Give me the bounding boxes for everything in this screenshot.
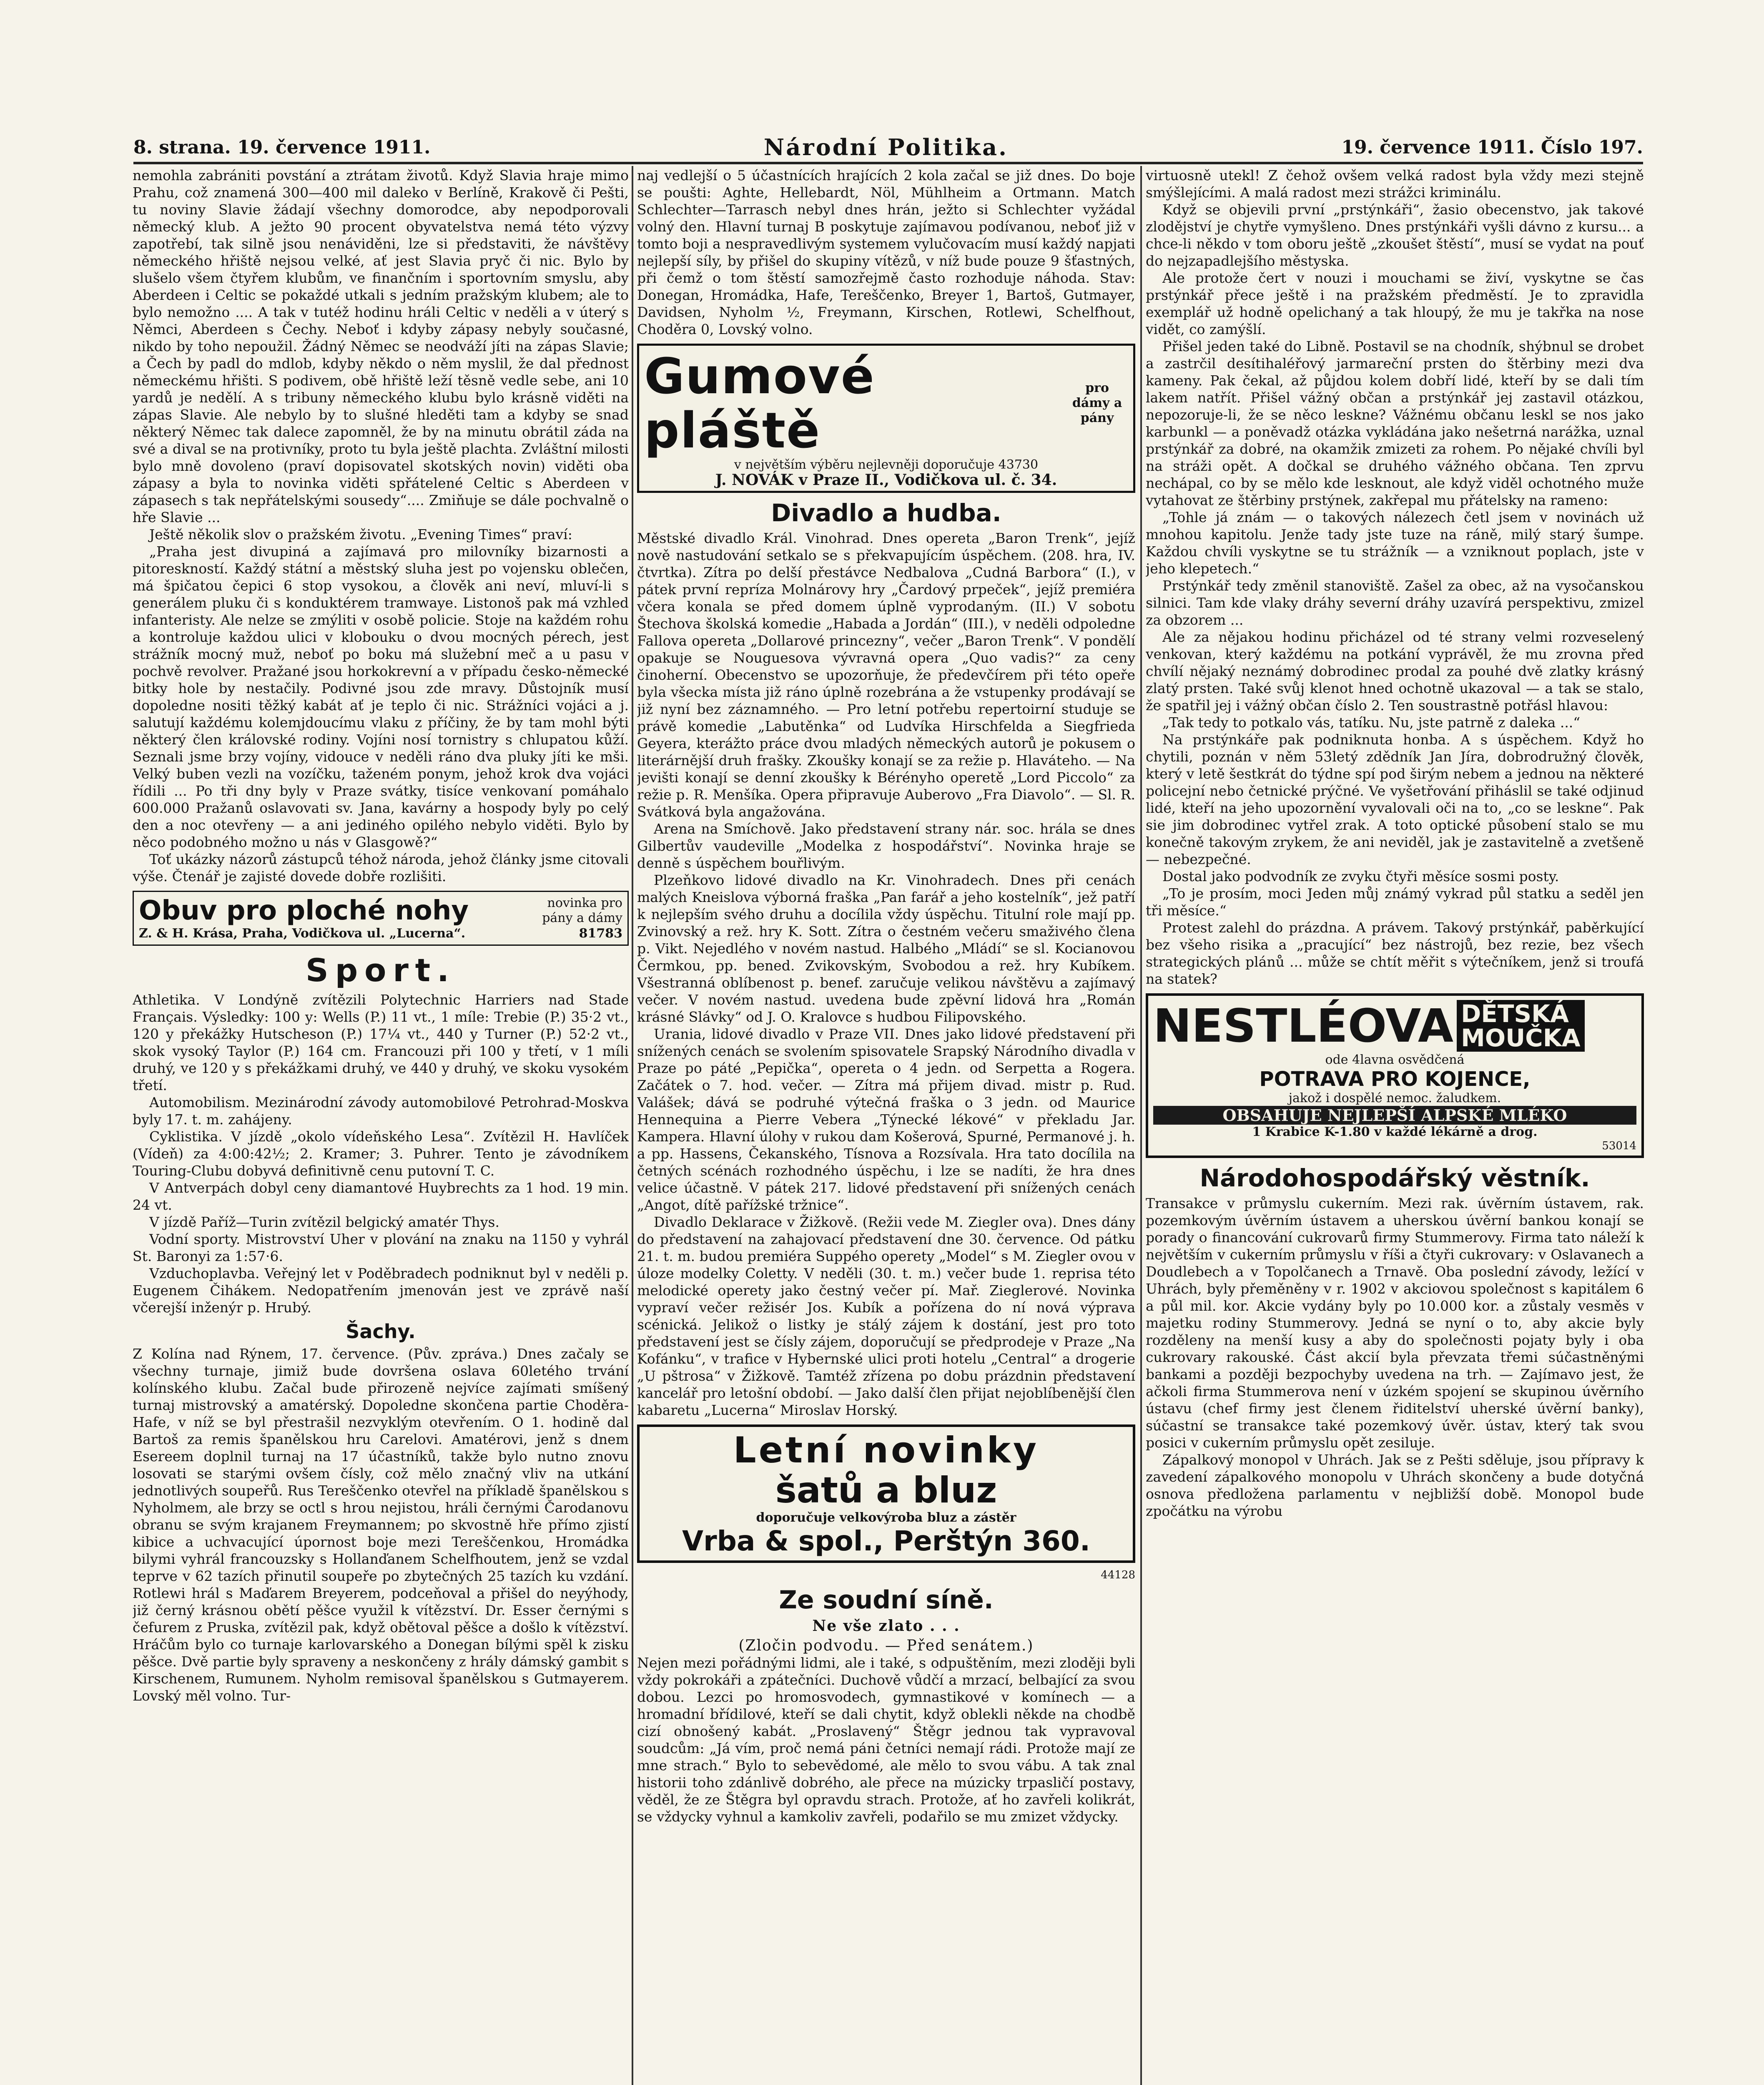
raincoat-ad-headline: Gumové pláště [644,347,875,459]
nestle-line5: 1 Krabice K-1.80 v každé lékárně a drog. [1252,1125,1538,1139]
football-text: Ještě několik slov o pražském životu. „Evening Times“ praví: [149,526,572,543]
theatre-text: Urania, lidové divadlo v Praze VII. Dnes jako lidové představení při snížených cenách se svolením spisovatele Srapský Národního divadla v Praze po páté „Pepička“, opereta o 4 jedn. od Serpetta a Rogera. Začátek o 7. hod. večer. — Zítra má přijem divad. mistr p. Rud. Valášek; dává se podruhé výtečná fraška o 3 jedn. od Maurice Hennequina a Pierre Vebera „Týnecké lékové“ v překladu Jar. Kampera. Hlavní úlohy v rukou dam Košerová, Spurné, Permanové j. h. a pp. Hassens, Čekanského, Tísnova a Rozsívala. Hra tato docílila na četných scénách rozhodného úspěchu, i lze se nadíti, že hra dnes velice účastně. V pátek 217. lidové představení při snížených cenách „Angot, dítě pařížské tržnice“. [637,1026,1135,1213]
nestle-line4: OBSAHUJE NEJLEPŠÍ ALPSKÉ MLÉKO [1153,1106,1636,1125]
court-continued: Ale za nějakou hodinu přicházel od té strany velmi rozveselený venkovan, který každému na potkání vyprávěl, že mu zrovna před chvílí nějaký neznámý dobrodinec prodal za pouhé dvě zlatky krásný zlatý prsten. Také svůj klenot hned ochotně ukazoval — a tak se stalo, že spatřil jej i vážný občan číslo 2. Ten soustrastně potřásl hlavou: [1146,629,1644,713]
header-left: 8. strana. 19. července 1911. [133,136,431,158]
court-continued: Protest zalehl do prázdna. A právem. Takový prstýnkář, paběrkující bez všeho risika a „pracující“ bez nástrojů, bez rezie, bez všech strategických plánů ... může se chtít měřit s výtečníkem, jenž si troufá na statek? [1146,919,1644,987]
nestle-line3: jakož i dospělé nemoc. žaludkem. [1288,1091,1501,1105]
sport-text: Athletika. V Londýně zvítězili Polytechnic Harriers nad Stade Français. Výsledky: 100 y: Wells (P.) 11 vt., 1 míle: Trebie (P.) 35·2 vt., 120 y překážky Hutscheson (P.) 17¼ vt., 440 y Turner (P.) 52·2 vt., skok vysoký Taylor (P.) 164 cm. Francouzi při 100 y třetí, v 1 míli druhý, ve 120 y s překážkami druhý, ve 440 y druhý, ve skoku vysokém třetí. [133,992,629,1093]
theatre-text: Městské divadlo Král. Vinohrad. Dnes opereta „Baron Trenk“, jejíž nově nastudování setkalo se s překvapujícím úspěchem. (208. hra, IV. čtvrtka). Zítra po delší přestávce Nedbalova „Cudná Barbora“ (I.), v pátek první repríza Molnárovy hry „Čardový prpeček“, jejíž premiéra včera konala se před domem úplně vyprodaným. (II.) V sobotu Štechova školská komedie „Habada a Jordán“ (III.), v neděli odpoledne Fallova opereta „Dollarové princezny“, večer „Baron Trenk“. V pondělí opakuje se Nouguesova vývravná opera „Quo vadis?“ za ceny činoherní. Obecenstvo se upozorňuje, že předevčírem při této opeře byla všecka místa již ráno úplně rozebrána a že vstupenky prodávají se již nyní bez záznamného. — Pro letní potřebu repertoirní studuje se právě komedie „Labutěnka“ od Ludvíka Hirschfelda a Siegfrieda Geyera, kterážto práce dvou mladých německých autorů je pokusem o literárnější druh frašky. Zkoušky konají se za režie p. Hlaváteho. — Na jevišti konají se denní zkoušky k Bérényho operetě „Lord Piccolo“ za režie p. R. Menšíka. Opera připravuje Auberovo „Fra Diavolo“. — Sl. R. Svátková byla angažována. [637,530,1135,820]
masthead: Národní Politika. [763,134,1008,161]
fashion-ad-headline1: Letní novinky [733,1429,1039,1471]
raincoat-advert [637,344,1135,493]
chess-heading: Šachy. [346,1320,416,1343]
chess-continued: naj vedlejší o 5 účastnících hrajících 2 kola začal se již dnes. Do boje se poušti: Aghte, Hellebardt, Nöl, Mühlheim a Ortmann. Match Schlechter—Tarrasch nebyl dnes hrán, ježto si Schlechter vyžádal volný den. Hlavní turnaj B poskytuje zajímavou podívanou, neboť již v tomto boji a nespravedlivým systemem vylučovacím musí každý napjati nejlepší síly, by přišel do skupiny vítězů, v níž bude pouze 9 šťastných, při čemž o tom štěstí samozřejmě často rozhoduje náhoda. Stav: Donegan, Hromádka, Hafe, Tereščenko, Breyer 1, Bartoš, Gutmayer, Davidsen, Nyholm ½, Freymann, Kirschen, Rotlewi, Schelfhout, Choděra 0, Lovský volno. [637,167,1135,337]
raincoat-ad-aside: pro dámy a pány [1072,381,1122,425]
chess-text: Z Kolína nad Rýnem, 17. července. (Pův. zpráva.) Dnes začaly se všechny turnaje, jimiž bude dovršena oslava 60letého trvání kolínského klubu. Začal bude přirozeně nejvíce zajímati smíšený turnaj mistrovský a amatérský. Dopoledne skončena partie Choděra-Hafe, v níž se byl přestrašil nezvyklým otevřením. O 1. hodině dal Bartoš za remis španělskou hru Carelovi. Amatérovi, jenž s dnem Esereem doplnil turnaj na 17 účastníků, takže bylo nutno znovu losovati se starými ovšem čísly, což mělo značný vliv na utkání jednotlivých soupeřů. Rus Tereščenko otevřel na příkladě španělskou s Nyholmem, ale brzy se octl s hrou nejistou, hráli černými Čarodanovu obranu se svým krajanem Freymannem; po skvostně hře přímo zjistí kibice a uchvacující úpornost boje mezi Tereščenkou, Hromádka bilymi vyhrál francouzsky s Hollanďanem Schelfhoutem, jenž se vzdal teprve v 62 tazích přinutil soupeře po zbytečných 25 tazích ku vzdání. Rotlewi hrál s Maďarem Breyerem, podceňoval a přišel do neyýhody, již černý krásnou obětí pěšce využil k vítězství. Dr. Esser černými s čefurem z Pruska, zvítězil pak, když obětoval pěšce a došlo k vítězství. Hráčům bylo co turnaje karlovarského a Donegan bílými spěl k zisku pěšce. Dvě partie byly spraveny a neskončeny z hrály dámský gambit s Kirschenem, Rumunem. Nyholm remisoval španělskou s Gutmayerem. Lovský měl volno. Tur- [133,1346,629,1704]
nestle-advert [1146,993,1644,1158]
court-continued: „To je prosím, moci Jeden můj známý vykrad půl statku a seděl jen tři měsíce.“ [1146,885,1644,919]
fashion-ad-address: Vrba & spol., Perštýn 360. [682,1525,1090,1557]
court-continued: Ale protože čert v nouzi i mouchami se živí, vyskytne se čas prstýnkář přece ještě i na pražském předměstí. Je to zpravidla exemplář už hodně opelichaný a tak hloupý, že mu je takřka na nose vidět, co zamýšlí. [1146,270,1644,337]
shoe-ad-code: 81783 [579,926,622,941]
sport-heading: Sport. [305,952,456,989]
column-rule [632,166,633,2085]
column-2 [637,167,1135,2085]
theatre-text: Divadlo Deklarace v Žižkově. (Režii vede M. Ziegler ova). Dnes dány do představení na zahajovací představení dne 30. července. Od pátku 21. t. m. budou premiéra Suppého operety „Model“ s M. Ziegler ovou v úloze modelky Coletty. V neděli (30. t. m.) večer bude 1. reprisa této melodické operety jako čestný večer pí. Mař. Zieglerové. Novinka vypraví večer režisér Jos. Kubík a pořízena do ní nová výprava scénická. Jelikož o listky je stálý zájem k dostání, jest pro toto představení jest se čísly zájem, doporučují se předprodeje v Praze „Na Kofánku“, v trafice v Hybernské ulici proti hotelu „Central“ a drogerie „U pštrosa“ v Žižkově. Tamtéž zřízena po dobu prázdnin představení kancelář pro letošní období. — Jako další člen přijat nejoblíbenější člen kabaretu „Lucerna“ Miroslav Horský. [637,1214,1135,1418]
economy-heading: Národohospodářský věstník. [1199,1164,1590,1192]
court-subtitle: Ne vše zlato . . . [812,1617,960,1635]
column-3 [1146,167,1644,2085]
sport-text: Vodní sporty. Mistrovství Uher v plování na znaku na 1150 y vyhrál St. Baronyi za 1:57·6. [133,1231,629,1264]
economy-text: Zápalkový monopol v Uhrách. Jak se z Pešti sděluje, jsou přípravy k zavedení zápalkového monopolu v Uhrách skončeny a bude dotyčná osnova předložena parlamentu v nejbližší době. Monopol bude zpočátku na výrobu [1146,1452,1644,1519]
football-text: Toť ukázky názorů zástupců téhož národa, jehož články jsme citovali výše. Čtenář je zajisté dovede dobře rozlišiti. [133,851,629,884]
raincoat-ad-line: v největším výběru nejlevněji doporučuje 43730 [734,457,1039,472]
summer-fashion-advert [637,1424,1135,1563]
column-rule [1140,166,1142,2085]
fashion-ad-headline2: šatů a bluz [775,1470,997,1511]
economy-text: Transakce v průmyslu cukerním. Mezi rak. úvěrním ústavem, rak. pozemkovým úvěrním ústavem a uherskou úvěrní bankou konají se porady o financování cukrovarů firmy Stummerovy. Firma tato náleží k největším v cukerním průmyslu v říši a čtyři cukrovary: v Oslavanech a Doudlebech a v Topolčanech a Trnavě. Oba poslední závody, ležící v Uhrách, byly přeměněny v r. 1902 v akciovou společnost s kapitálem 6 a půl mil. kor. Akcie vydány byly po 10.000 kor. a zůstaly vesměs v majetku rodiny Stummerovy. Jedná se nyní o to, aby akcie byly rozděleny na menší kusy a aby do společnosti pojaty byly i oba cukrovary rakouské. Část akcií byla převzata třemi súčastněnými bankami a později bezpochyby uvedena na trh. — Zajímavo jest, že ačkoli firma Stummerova není v úzkém spojení se skupinou úvěrního ústavu (chef firmy jest členem řiditelství uherské úvěrní banky), súčastní se transakce také pozemkový úvěr. ústav, který tak svou posici v cukerním průmyslu opět zesiluje. [1146,1195,1644,1451]
court-continued: Dostal jako podvodník ze zvyku čtyři měsíce sosmi posty. [1162,868,1559,884]
column-1 [133,167,629,2085]
court-continued: „Tohle já znám — o takových nálezech četl jsem v novinách už mnohou kapitolu. Jenže tady jste tuze na ráně, milý starý šumpe. Každou chvíli vyskytne se tu strážník — a vzniknout poplach, jste v jeho klepetech.“ [1146,509,1644,577]
sport-text: Vzduchoplavba. Veřejný let v Poděbradech podniknut byl v neděli p. Eugenem Čihákem. Nedopatřením jmenován jest ve zprávě naší včerejší inženýr p. Hrubý. [133,1265,629,1316]
theatre-heading: Divadlo a hudba. [771,499,1001,527]
shoe-ad-headline: Obuv pro ploché nohy [139,895,469,926]
fashion-ad-code: 44128 [1101,1569,1135,1581]
page-header [133,133,1643,164]
court-continued: Na prstýnkáře pak podniknuta honba. A s úspěchem. Když ho chytili, poznán v něm 53letý zdědník Jan Jíra, dobrodružný člověk, který v letě šestkrát do týdne spí pod širým nebem a jednou na některé policejní nebo četnické prýčné. Ve vyšetřování přiháslil se také odjinud lidé, kteří na jeho upozornění vyvalovali oči na to, „co se leskne“. Pak sie jim dobrodinec vytřel zrak. A toto optické působení stalo se mu konečně takovým zrykem, že ani neviděl, jak je zastavitelně a zvetšeně — nebezpečné. [1146,731,1644,867]
nestle-brand: NESTLÉOVA [1153,999,1454,1053]
court-continued: Když se objevili první „prstýnkáři“, žasio obecenstvo, jak takové zlodějství je chytře vymyšleno. Dnes prstýnkáři vyšli dávno z kursu... a chce-li někdo v tom oboru ještě „zkoušet štěstí“, musí se vydat na pouť do nejzapadlejšího městyska. [1146,201,1644,269]
header-right: 19. července 1911. Číslo 197. [1341,136,1643,158]
nestle-line2: POTRAVA PRO KOJENCE, [1259,1068,1531,1091]
fashion-ad-line: doporučuje velkovýroba bluz a zástěr [756,1510,1016,1525]
sport-text: Cyklistika. V jízdě „okolo vídeňského Lesa“. Zvítězil H. Havlíček (Vídeň) za 4:00:42½; 2. Kramer; 3. Puhrer. Tento je závodníkem Touring-Clubu dobyvá definitivně cenu putovní T. C. [133,1128,629,1179]
football-text: nemohla zabrániti povstání a ztrátam životů. Když Slavia hraje mimo Prahu, což znamená 300—400 mil daleko v Berlíně, Krakově či Pešti, tu noviny Slavie žádají všechny domorodce, aby nepodporovali německý klub. A ježto 90 procent obyvatelstva nemá této výzvy zapotřebí, tak silně jsou nenáviděni, lze si představiti, že návštěvy německého hřiště nejsou velké, ať jest Slavia pryč či nic. Bylo by slušelo všem čtyřem klubům, ve finančním i sportovním smyslu, aby Aberdeen i Celtic se pokaždé utkali s jedním pražským klubem; ale to bylo nemožno .... A tak v tutéž hodinu hráli Celtic v neděli a v úterý s Němci, Aberdeen s Čechy. Neboť i kdyby zápasy nebyly současné, nikdo by toho nepoužil. Žádný Němec se neodváží jíti na zápas Slavie; a Čech by padl do mdlob, kdyby někdo o něm myslil, že dal přednost německému hřišti. S podivem, obě hřiště leží těsně vedle sebe, ani 10 yardů je nedělí. A s tribuny německého klubu bylo krásně viděti na zápas Slavie. Ale nebylo by to slušné hleděti tam a kdyby se snad některý Němec tak dalece zapomněl, že by na minutu obrátil záda na své a dival se na protivníky, proto tu byla ještě plachta. Zvláštní milosti bylo mně dovoleno (praví dopisovatel skotských novin) viděti oba zápasy a byla to novinka viděti spřátelené Celtic s Aberdeen v zápasech s tak nepřátelskými sousedy“.... Zmiňuje se dále pochvalně o hře Slavie ... [133,167,629,525]
court-continued: virtuosně utekl! Z čehož ovšem velká radost byla vždy mezi stejně smýšlejícími. A malá radost mezi strážci kriminálu. [1146,167,1644,201]
shoe-ad-address: Z. & H. Krása, Praha, Vodičkova ul. „Lucerna“. [139,926,466,941]
nestle-line1: ode 4lavna osvědčená [1325,1053,1465,1067]
sport-text: V Antverpách dobyl ceny diamantové Huybrechts za 1 hod. 19 min. 24 vt. [133,1180,629,1213]
court-continued: „Tak tedy to potkalo vás, tatíku. Nu, jste patrně z daleka ...“ [1162,714,1581,731]
raincoat-ad-address: J. NOVÁK v Praze II., Vodičkova ul. č. 34. [715,471,1057,489]
nestle-code: 53014 [1602,1140,1636,1152]
court-continued: Prstýnkář tedy změnil stanoviště. Zašel za obec, až na vysočanskou silnici. Tam kde vlaky dráhy severní dráhy uzavírá perspektivu, zmizel za obzorem ... [1146,578,1644,628]
sport-text: Automobilism. Mezinárodní závody automobilové Petrohrad-Moskva byly 17. t. m. zahájeny. [133,1094,629,1128]
football-text: „Praha jest divupiná a zajímavá pro milovníky bizarnosti a pitoreskností. Každý státní a městský sluha jest po vojensku oblečen, má špičatou čepici 6 stop vysokou, a člověk ani neví, mluví-li s generálem pluku či s konduktérem tramwaye. Listonoš pak má vzhled infanteristy. Ale nelze se zmýliti v osobě policie. Stoje na každém rohu a kontroluje každou ulici v klobouku o dvou mocných pérech, jest strážník mocný muž, neboť po boku má služební meč a u pasu v pochvě revolver. Pražané jsou horkokrevní a v případu česko-německé bitky hole by nestačily. Podivné jsou zde mravy. Důstojník musí dopoledne nositi těžký kabát ať je teplo či nic. Strážníci vojáci a j. salutují každému kolemjdoucímu vlaku z příčiny, že by tam mohl býti některý člen královské rodiny. Vojíni nosí tornistry s chlupatou kůží. Seznali jsme brzy vojíny, vidouce v neděli ráno dva pluky jíti ke mši. Velký buben vezli na vozíčku, taženém ponym, jehož krok dva vojáci řídili ... Po tři dny byly v Praze svátky, tisíce venkovaní pomáhalo 600.000 Pražanů oslavovati sv. Jana, kavárny a hospody byly po celý den a noc otevřeny — a ani jediného opilého nebylo viděti. Bylo by něco podobného možno u nás v Glasgowě?“ [133,543,629,850]
theatre-text: Arena na Smíchově. Jako představení strany nár. soc. hrála se dnes Gilbertův vaudeville „Modelka z hospodářství“. Novinka hraje se denně s úspěchem bouřlivým. [637,821,1135,871]
theatre-text: Plzeňkovo lidové divadlo na Kr. Vinohradech. Dnes při cenách malých Kneislova výborná fraška „Pan farář a jeho kostelník“, jež patří k nejlepším svého druhu a docílila vždy úspěchu. Titulní role mají pp. Zvinovský a rež. hry K. Sott. Zítra o čestném večeru smaživého člena p. Vikt. Nejedlého v novém nastud. Halbého „Mládí“ se sl. Kocianovou Čermkou, pp. bened. Zvikovským, Svobodou a rež. hry Kubíkem. Všestranná oblíbenost p. benef. zaručuje velikou návštěvu a zajímavý večer. V novém nastud. uvedena bude zpěvní lidová hra „Román krásné Slávky“ od J. O. Kralovce s hudbou Filipovského. [637,872,1135,1025]
shoe-ad-aside: novinka pro pány a dámy [542,896,622,925]
court-continued: Přišel jeden také do Libně. Postavil se na chodník, shýbnul se drobet a zastrčil desítihaléřový jarmareční prsten do štěrbiny mezi dva kameny. Pak čekal, až půjdou kolem dobří lidé, kteří by se dali tím lakem natřít. Přišel vážný občan a prstýnkář jej zastavil otázkou, nepozoruje-li, že se něco leskne? Vážnému občanu leskl se nos jako karbunkl — a poněvadž otázka vykládána jako nešetrná narážka, uznal prstýnkář za dobré, na okamžik zmizeti za rohem. Po nějaké chvíli byl na stráži opět. A dočkal se druhého vážného občana. Ten zprvu nechápal, co by se mělo kde lesknout, ale když viděl ochotného muže vytahovat ze štěrbiny prstýnek, zakřepal mu přátelsky na rameno: [1146,338,1644,508]
shoe-advert [133,891,629,946]
court-intro: (Zločin podvodu. — Před senátem.) [738,1637,1034,1654]
court-text: Nejen mezi pořádnými lidmi, ale i také, s odpuštěním, mezi zloději byli vždy pokrokáři a zpátečníci. Duchově vůdčí a mrzací, belbající za svou dobou. Lezci po hromosvodech, gymnastikové v komínech — a hromadní břídilové, kteří se dali chytit, když oblekli někde na chodbě cizí obnošený kabát. „Proslavený“ Štěgr jednou tak vypravoval soudcům: „Já vím, proč nemá páni četníci nemají rádi. Protože mají ze mne strach.“ Bylo to sebevědomé, ale mělo to svou vábu. A tak znal historii toho zdánlivě dobrého, ale přece na múzicky trpasličí postavy, věděl, že ze Štěgra byl opravdu strach. Protože, ať ho zavřeli kolikrát, se vždycky vyhnul a kamkoliv zavřeli, podařilo se mu zmizet vždycky. [637,1655,1135,1825]
court-heading: Ze soudní síně. [779,1585,994,1615]
nestle-box-line1: DĚTSKÁ [1461,1000,1569,1028]
sport-text: V jízdě Paříž—Turin zvítězil belgický amatér Thys. [149,1214,499,1230]
nestle-box-line2: MOUČKA [1461,1024,1581,1052]
